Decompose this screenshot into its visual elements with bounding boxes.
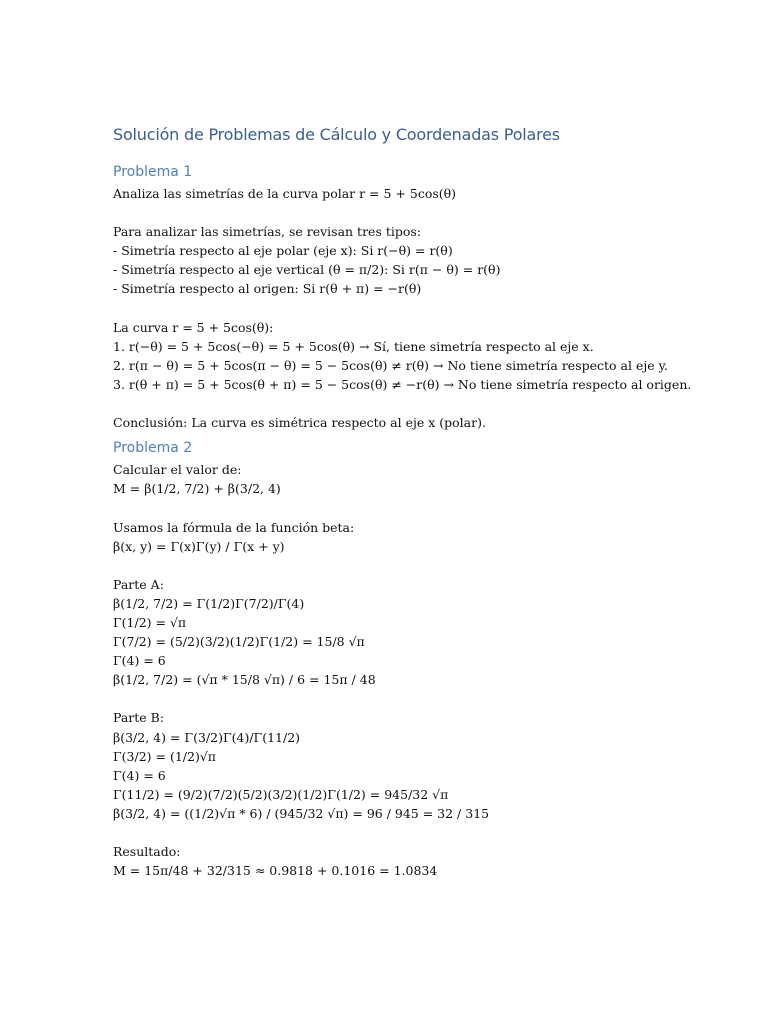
text-line: β(1/2, 7/2) = Γ(1/2)Γ(7/2)/Γ(4) — [113, 595, 305, 611]
text-line: 1. r(−θ) = 5 + 5cos(−θ) = 5 + 5cos(θ) → Sí, tiene simetría respecto al eje x. — [113, 338, 594, 354]
problem-heading: Problema 1 — [113, 164, 193, 180]
document-page — [113, 124, 733, 880]
text-line: Resultado: — [113, 844, 181, 860]
text-line: Γ(7/2) = (5/2)(3/2)(1/2)Γ(1/2) = 15/8 √π — [113, 634, 365, 650]
text-line: Para analizar las simetrías, se revisan tres tipos: — [113, 224, 422, 240]
text-line: M = β(1/2, 7/2) + β(3/2, 4) — [113, 481, 281, 497]
problem-section-2 — [113, 438, 733, 880]
text-line: Usamos la fórmula de la función beta: — [113, 519, 355, 535]
text-line: Γ(11/2) = (9/2)(7/2)(5/2)(3/2)(1/2)Γ(1/2) = 945/32 √π — [113, 786, 449, 802]
text-line: β(3/2, 4) = ((1/2)√π * 6) / (945/32 √π) = 96 / 945 = 32 / 315 — [113, 805, 490, 821]
text-line: Parte A: — [113, 576, 164, 592]
text-line: Conclusión: La curva es simétrica respecto al eje x (polar). — [113, 415, 486, 431]
text-line: - Simetría respecto al eje polar (eje x): Si r(−θ) = r(θ) — [113, 243, 453, 259]
text-line: 2. r(π − θ) = 5 + 5cos(π − θ) = 5 − 5cos(θ) ≠ r(θ) → No tiene simetría respecto al eje y. — [113, 357, 668, 373]
text-line: 3. r(θ + π) = 5 + 5cos(θ + π) = 5 − 5cos(θ) ≠ −r(θ) → No tiene simetría respecto al origen. — [113, 376, 692, 392]
text-line: Analiza las simetrías de la curva polar r = 5 + 5cos(θ) — [113, 186, 457, 201]
text-line: - Simetría respecto al origen: Si r(θ + π) = −r(θ) — [113, 281, 422, 297]
text-line: β(x, y) = Γ(x)Γ(y) / Γ(x + y) — [113, 538, 285, 554]
text-line: Γ(4) = 6 — [113, 767, 166, 783]
text-line: Γ(1/2) = √π — [113, 614, 187, 630]
text-line: La curva r = 5 + 5cos(θ): — [113, 319, 274, 335]
text-line: - Simetría respecto al eje vertical (θ = π/2): Si r(π − θ) = r(θ) — [113, 262, 501, 278]
text-line: Parte B: — [113, 710, 165, 726]
text-line: Γ(4) = 6 — [113, 653, 166, 669]
problem-heading: Problema 2 — [113, 440, 193, 457]
text-line: Calcular el valor de: — [113, 462, 242, 478]
text-line: Γ(3/2) = (1/2)√π — [113, 748, 217, 764]
problem-section-1 — [113, 162, 733, 432]
document-title: Solución de Problemas de Cálculo y Coordenadas Polares — [113, 125, 560, 144]
text-line: M = 15π/48 + 32/315 ≈ 0.9818 + 0.1016 = 1.0834 — [113, 863, 438, 879]
text-line: β(3/2, 4) = Γ(3/2)Γ(4)/Γ(11/2) — [113, 729, 301, 745]
text-line: β(1/2, 7/2) = (√π * 15/8 √π) / 6 = 15π / 48 — [113, 672, 376, 688]
